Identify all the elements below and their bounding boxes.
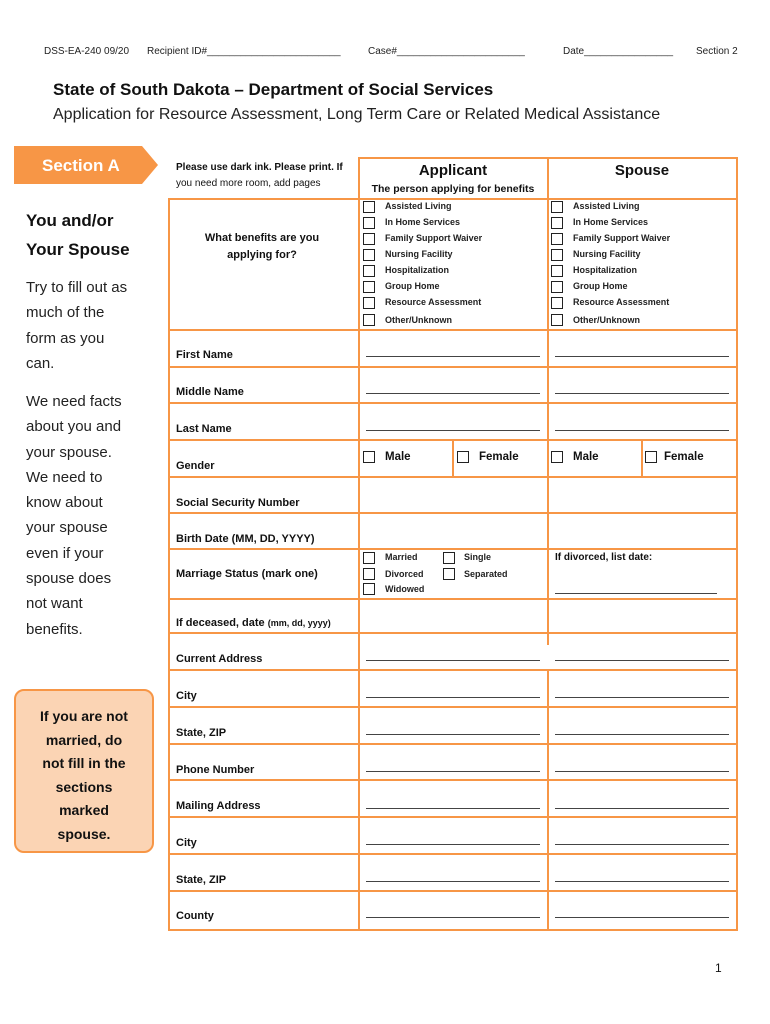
grid-line	[168, 816, 738, 818]
spouse-benefit-checkbox[interactable]	[551, 265, 563, 277]
applicant-benefit-checkbox[interactable]	[363, 265, 375, 277]
deceased-date-label	[176, 617, 331, 629]
applicant-mailing-state-zip-input[interactable]	[366, 881, 540, 882]
phone-label: Phone Number	[176, 764, 255, 776]
applicant-state-zip-input[interactable]	[366, 734, 540, 735]
grid-line	[168, 669, 738, 671]
applicant-benefit-checkbox[interactable]	[363, 281, 375, 293]
applicant-header: Applicant	[418, 162, 488, 179]
grid-line	[168, 402, 738, 404]
marital-option-label: Separated	[464, 569, 508, 579]
sidebar-paragraph-1	[26, 275, 156, 376]
grid-line	[168, 853, 738, 855]
marital-option-label: Married	[385, 552, 418, 562]
spouse-first-name-input[interactable]	[555, 356, 729, 357]
benefit-option-label: Assisted Living	[573, 201, 640, 211]
benefit-option-label: Assisted Living	[385, 201, 452, 211]
spouse-mailing-address-input[interactable]	[555, 808, 729, 809]
spouse-county-input[interactable]	[555, 917, 729, 918]
spouse-header: Spouse	[614, 162, 670, 179]
single-checkbox[interactable]	[443, 552, 455, 564]
applicant-last-name-input[interactable]	[366, 430, 540, 431]
benefit-option-label: Nursing Facility	[385, 249, 453, 259]
benefit-option-label: Hospitalization	[385, 265, 450, 275]
spouse-mailing-city-input[interactable]	[555, 844, 729, 845]
grid-line	[168, 198, 738, 200]
state-zip-label: State, ZIP	[176, 727, 227, 739]
deceased-date-format: (mm, dd, yyyy)	[267, 618, 331, 628]
applicant-first-name-input[interactable]	[366, 356, 540, 357]
grid-line	[168, 890, 738, 892]
applicant-county-input[interactable]	[366, 917, 540, 918]
sidebar-line: even if your	[26, 544, 104, 562]
middle-name-label: Middle Name	[176, 386, 244, 398]
note-line: If you are not	[40, 708, 128, 724]
sidebar-heading	[26, 206, 156, 264]
applicant-subheader: The person applying for benefits	[371, 183, 535, 195]
separated-checkbox[interactable]	[443, 568, 455, 580]
note-line: spouse.	[57, 825, 111, 842]
grid-line	[168, 198, 170, 930]
spouse-benefit-checkbox[interactable]	[551, 281, 563, 293]
gender-option-label: Male	[573, 451, 599, 463]
sidebar-line: about you and	[26, 418, 122, 436]
gender-option-label: Female	[479, 451, 519, 463]
last-name-label: Last Name	[176, 423, 232, 435]
marital-option-label: Divorced	[385, 569, 424, 579]
benefit-option-label: Resource Assessment	[573, 297, 670, 307]
applicant-benefit-checkbox[interactable]	[363, 233, 375, 245]
sidebar-line: Try to fill out as	[26, 279, 128, 296]
benefit-option-label: In Home Services	[573, 217, 649, 227]
section-tag-label: Section A	[42, 156, 120, 175]
grid-line	[168, 598, 738, 600]
grid-line	[452, 439, 454, 476]
sidebar-line: can.	[26, 354, 55, 372]
case-number-field[interactable]: Case#_______________________	[368, 46, 525, 57]
sidebar-line: form as you	[26, 329, 105, 347]
sidebar-line: not want	[26, 595, 83, 613]
sidebar-line: your spouse.	[26, 443, 112, 461]
spouse-benefit-checkbox[interactable]	[551, 314, 563, 326]
section-label: Section 2	[696, 46, 738, 57]
sidebar-line: know about	[26, 494, 103, 512]
spouse-benefit-checkbox[interactable]	[551, 249, 563, 261]
sidebar-line: We need to	[26, 468, 103, 486]
sidebar-paragraph-2	[26, 389, 156, 642]
benefit-option-label: Nursing Facility	[573, 249, 641, 259]
birth-date-label: Birth Date (MM, DD, YYYY)	[176, 533, 315, 545]
grid-line	[358, 198, 360, 930]
benefit-option-label: Family Support Waiver	[385, 233, 483, 243]
spouse-last-name-input[interactable]	[555, 430, 729, 431]
applicant-city-input[interactable]	[366, 697, 540, 698]
page-number: 1	[715, 961, 722, 975]
benefit-option-label: Hospitalization	[573, 265, 638, 275]
sidebar-line: spouse does	[26, 570, 112, 588]
spouse-benefit-checkbox[interactable]	[551, 233, 563, 245]
spouse-benefit-checkbox[interactable]	[551, 217, 563, 229]
divorce-date-input[interactable]	[555, 593, 717, 594]
spouse-phone-input[interactable]	[555, 771, 729, 772]
spouse-mailing-state-zip-input[interactable]	[555, 881, 729, 882]
sidebar-heading-line: You and/or	[26, 211, 114, 230]
mailing-state-zip-label: State, ZIP	[176, 874, 227, 886]
marriage-status-label: Marriage Status (mark one)	[176, 568, 318, 580]
note-line: not fill in the	[42, 755, 126, 771]
grid-line	[168, 548, 738, 550]
applicant-benefit-checkbox[interactable]	[363, 217, 375, 229]
applicant-benefit-checkbox[interactable]	[363, 249, 375, 261]
sidebar-line: much of the	[26, 304, 105, 322]
applicant-benefit-checkbox[interactable]	[363, 314, 375, 326]
section-tag	[14, 146, 142, 184]
benefit-option-label: Other/Unknown	[573, 315, 640, 325]
divorced-checkbox[interactable]	[363, 568, 375, 580]
married-checkbox[interactable]	[363, 552, 375, 564]
widowed-checkbox[interactable]	[363, 583, 375, 595]
spouse-benefit-checkbox[interactable]	[551, 297, 563, 309]
first-name-label: First Name	[176, 349, 233, 361]
grid-line	[168, 632, 738, 634]
benefit-option-label: Family Support Waiver	[573, 233, 671, 243]
spouse-city-input[interactable]	[555, 697, 729, 698]
applicant-benefit-checkbox[interactable]	[363, 297, 375, 309]
benefit-option-label: In Home Services	[385, 217, 461, 227]
page-title: State of South Dakota – Department of Social Services	[53, 80, 494, 99]
mailing-address-label: Mailing Address	[176, 800, 261, 812]
instructions	[176, 160, 356, 192]
note-line: sections	[55, 778, 113, 795]
spouse-male-checkbox[interactable]	[551, 451, 563, 463]
sidebar-heading-line: Your Spouse	[26, 240, 130, 259]
benefit-option-label: Resource Assessment	[385, 297, 482, 307]
county-label: County	[176, 910, 214, 922]
gender-option-label: Male	[385, 451, 411, 463]
page-subtitle: Application for Resource Assessment, Long Term Care or Related Medical Assistance	[53, 106, 661, 123]
sidebar-line: benefits.	[26, 620, 83, 638]
benefit-option-label: Group Home	[573, 281, 628, 291]
applicant-benefit-checkbox[interactable]	[363, 201, 375, 213]
spouse-current-address-input[interactable]	[555, 660, 729, 661]
grid-line	[168, 779, 738, 781]
spouse-middle-name-input[interactable]	[555, 393, 729, 394]
recipient-id-field[interactable]: Recipient ID#________________________	[147, 46, 341, 57]
divorce-date-label: If divorced, list date:	[555, 552, 653, 563]
grid-line	[168, 366, 738, 368]
grid-line	[168, 929, 738, 931]
sidebar-line: We need facts	[26, 393, 122, 410]
city-label: City	[176, 690, 197, 702]
grid-line	[547, 157, 549, 645]
note-line: marked	[59, 802, 109, 818]
note-line: married, do	[45, 731, 123, 748]
grid-line	[168, 476, 738, 478]
applicant-phone-input[interactable]	[366, 771, 540, 772]
sidebar-line: your spouse	[26, 519, 108, 537]
applicant-current-address-input[interactable]	[366, 660, 540, 661]
benefits-question: What benefits are you applying for?	[204, 232, 320, 261]
grid-line	[641, 439, 643, 476]
marital-option-label: Widowed	[385, 584, 425, 594]
deceased-date-text: If deceased, date	[176, 617, 265, 629]
applicant-middle-name-input[interactable]	[366, 393, 540, 394]
form-id: DSS-EA-240 09/20	[44, 46, 130, 57]
grid-line	[736, 157, 738, 930]
spouse-female-checkbox[interactable]	[645, 451, 657, 463]
grid-line	[168, 512, 738, 514]
grid-line	[168, 743, 738, 745]
gender-label: Gender	[176, 460, 215, 472]
gender-option-label: Female	[664, 451, 704, 463]
instructions-line: Please use dark ink. Please print. If	[176, 162, 343, 173]
applicant-mailing-city-input[interactable]	[366, 844, 540, 845]
mailing-city-label: City	[176, 837, 197, 849]
marital-option-label: Single	[464, 552, 492, 562]
spouse-note-box	[14, 689, 154, 853]
benefit-option-label: Other/Unknown	[385, 315, 452, 325]
instructions-line: you need more room, add pages	[176, 178, 321, 189]
spouse-benefit-checkbox[interactable]	[551, 201, 563, 213]
spouse-state-zip-input[interactable]	[555, 734, 729, 735]
grid-line	[168, 329, 738, 331]
grid-line	[168, 706, 738, 708]
benefit-option-label: Group Home	[385, 281, 440, 291]
date-field[interactable]: Date________________	[563, 46, 674, 57]
applicant-male-checkbox[interactable]	[363, 451, 375, 463]
applicant-mailing-address-input[interactable]	[366, 808, 540, 809]
ssn-label: Social Security Number	[176, 497, 300, 509]
applicant-female-checkbox[interactable]	[457, 451, 469, 463]
current-address-label: Current Address	[176, 653, 263, 665]
grid-line	[358, 157, 360, 199]
